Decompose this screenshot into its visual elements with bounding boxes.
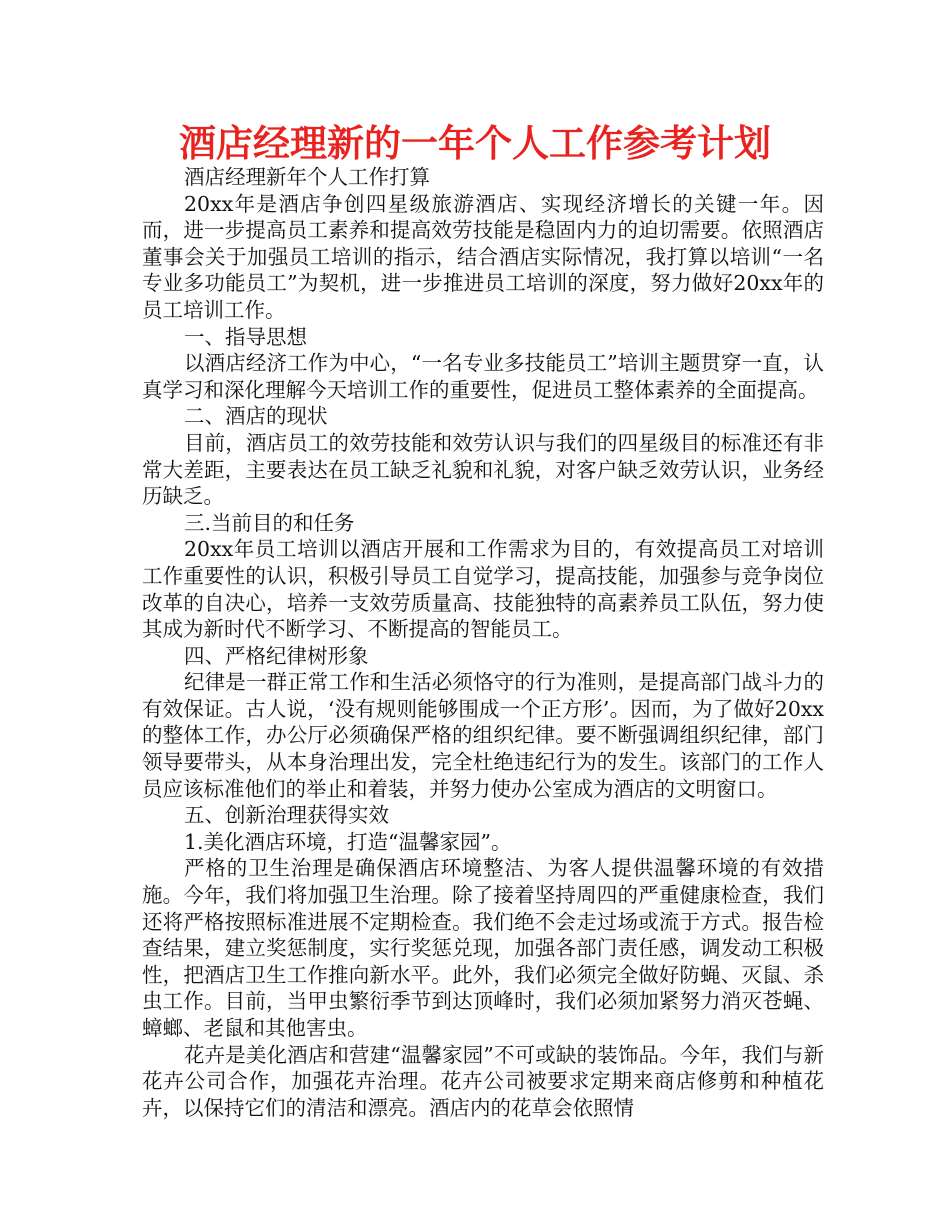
document-body — [142, 164, 824, 1121]
section-heading-3: 三.当前目的和任务 — [184, 510, 355, 535]
paragraph-guiding-thought: 以酒店经济工作为中心，“一名专业多技能员工”培训主题贯穿一直，认真学习和深化理解今天培训工作的重要性，促进员工整体素养的全面提高。 — [142, 351, 824, 402]
section-heading-5: 五、创新治理获得实效 — [184, 803, 389, 828]
paragraph-goals: 20xx年员工培训以酒店开展和工作需求为目的，有效提高员工对培训工作重要性的认识，积极引导员工自觉学习，提高技能，加强参与竞争岗位改革的自决心，培养一支效劳质量高、技能独特的高素养员工队伍，努力使其成为新时代不断学习、不断提高的智能员工。 — [142, 537, 824, 642]
paragraph-discipline: 纪律是一群正常工作和生活必须恪守的行为准则，是提高部门战斗力的有效保证。古人说，‘没有规则能够围成一个正方形’。因而，为了做好20xx的整体工作，办公厅必须确保严格的组织纪律。要不断强调组织纪律，部门领导要带头，从本身治理出发，完全杜绝违纪行为的发生。该部门的工作人员应该标准他们的举止和着装，并努力使办公室成为酒店的文明窗口。 — [142, 670, 824, 801]
paragraph-subtitle: 酒店经理新年个人工作打算 — [184, 165, 430, 189]
document-title: 酒店经理新的一年个人工作参考计划 — [179, 122, 771, 165]
subsection-heading-1: 1.美化酒店环境，打造“温馨家园”。 — [184, 829, 512, 854]
section-heading-2: 二、酒店的现状 — [184, 404, 328, 429]
paragraph-hygiene: 严格的卫生治理是确保酒店环境整洁、为客人提供温馨环境的有效措施。今年，我们将加强卫生治理。除了接着坚持周四的严重健康检查，我们还将严格按照标准进展不定期检查。我们绝不会走过场或流于方式。报告检查结果，建立奖惩制度，实行奖惩兑现，加强各部门责任感，调发动工积极性，把酒店卫生工作推向新水平。此外，我们必须完全做好防蝇、灭鼠、杀虫工作。目前，当甲虫繁衍季节到达顶峰时，我们必须加紧努力消灭苍蝇、蟑螂、老鼠和其他害虫。 — [142, 856, 824, 1040]
paragraph-flowers: 花卉是美化酒店和营建“温馨家园”不可或缺的装饰品。今年，我们与新花卉公司合作，加强花卉治理。花卉公司被要求定期来商店修剪和种植花卉，以保持它们的清洁和漂亮。酒店内的花草会依照情 — [142, 1042, 824, 1120]
paragraph-intro: 20xx年是酒店争创四星级旅游酒店、实现经济增长的关键一年。因而，进一步提高员工素养和提高效劳技能是稳固内力的迫切需要。依照酒店董事会关于加强员工培训的指示，结合酒店实际情况，我打算以培训“一名专业多功能员工”为契机，进一步推进员工培训的深度，努力做好20xx年的员工培训工作。 — [142, 191, 824, 322]
paragraph-current-status: 目前，酒店员工的效劳技能和效劳认识与我们的四星级目的标准还有非常大差距，主要表达在员工缺乏礼貌和礼貌，对客户缺乏效劳认识，业务经历缺乏。 — [142, 430, 824, 509]
section-heading-4: 四、严格纪律树形象 — [184, 643, 369, 668]
section-heading-1: 一、指导思想 — [184, 324, 307, 349]
